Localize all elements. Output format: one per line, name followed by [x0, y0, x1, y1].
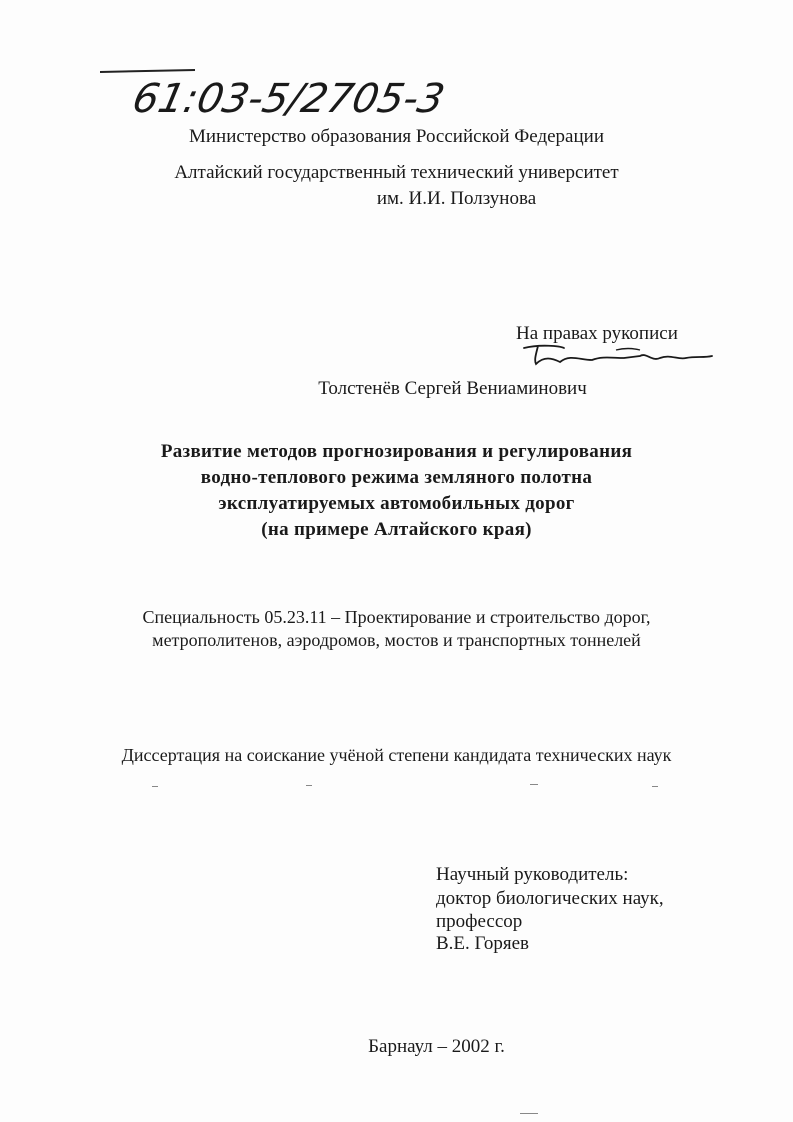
place-and-year: Барнаул – 2002 г.	[368, 1036, 505, 1057]
supervisor-rank: профессор	[436, 911, 523, 932]
specialty-line-2: метрополитенов, аэродромов, мостов и транспортных тоннелей	[152, 630, 641, 650]
university-name: Алтайский государственный технический университет	[174, 162, 619, 183]
dissertation-title-line-4: (на примере Алтайского края)	[261, 519, 532, 540]
author-signature	[520, 334, 715, 374]
supervisor-label: Научный руководитель:	[436, 864, 629, 885]
supervisor-name: В.Е. Горяев	[436, 933, 529, 954]
author-name: Толстенёв Сергей Вениаминович	[318, 378, 587, 399]
specialty-line-1: Специальность 05.23.11 – Проектирование и строительство дорог,	[142, 607, 651, 627]
manuscript-rights-label: На правах рукописи	[516, 323, 678, 344]
supervisor-degree: доктор биологических наук,	[436, 888, 664, 909]
dissertation-title-line-1: Развитие методов прогнозирования и регулирования	[160, 441, 633, 462]
dissertation-title-line-2: водно-теплового режима земляного полотна	[200, 467, 593, 488]
scan-speck	[306, 785, 312, 786]
scan-speck	[652, 786, 658, 787]
scan-speck	[520, 1113, 538, 1114]
ministry-name: Министерство образования Российской Федерации	[189, 126, 604, 147]
university-named-after: им. И.И. Ползунова	[376, 188, 537, 209]
dissertation-title-line-3: эксплуатируемых автомобильных дорог	[218, 493, 575, 514]
scan-speck	[152, 786, 158, 787]
dissertation-degree: Диссертация на соискание учёной степени кандидата технических наук	[121, 745, 672, 765]
scan-speck	[530, 784, 538, 785]
svg-text:61:03-5/2705-3: 61:03-5/2705-3	[128, 74, 449, 122]
handwritten-archive-code	[100, 68, 520, 128]
